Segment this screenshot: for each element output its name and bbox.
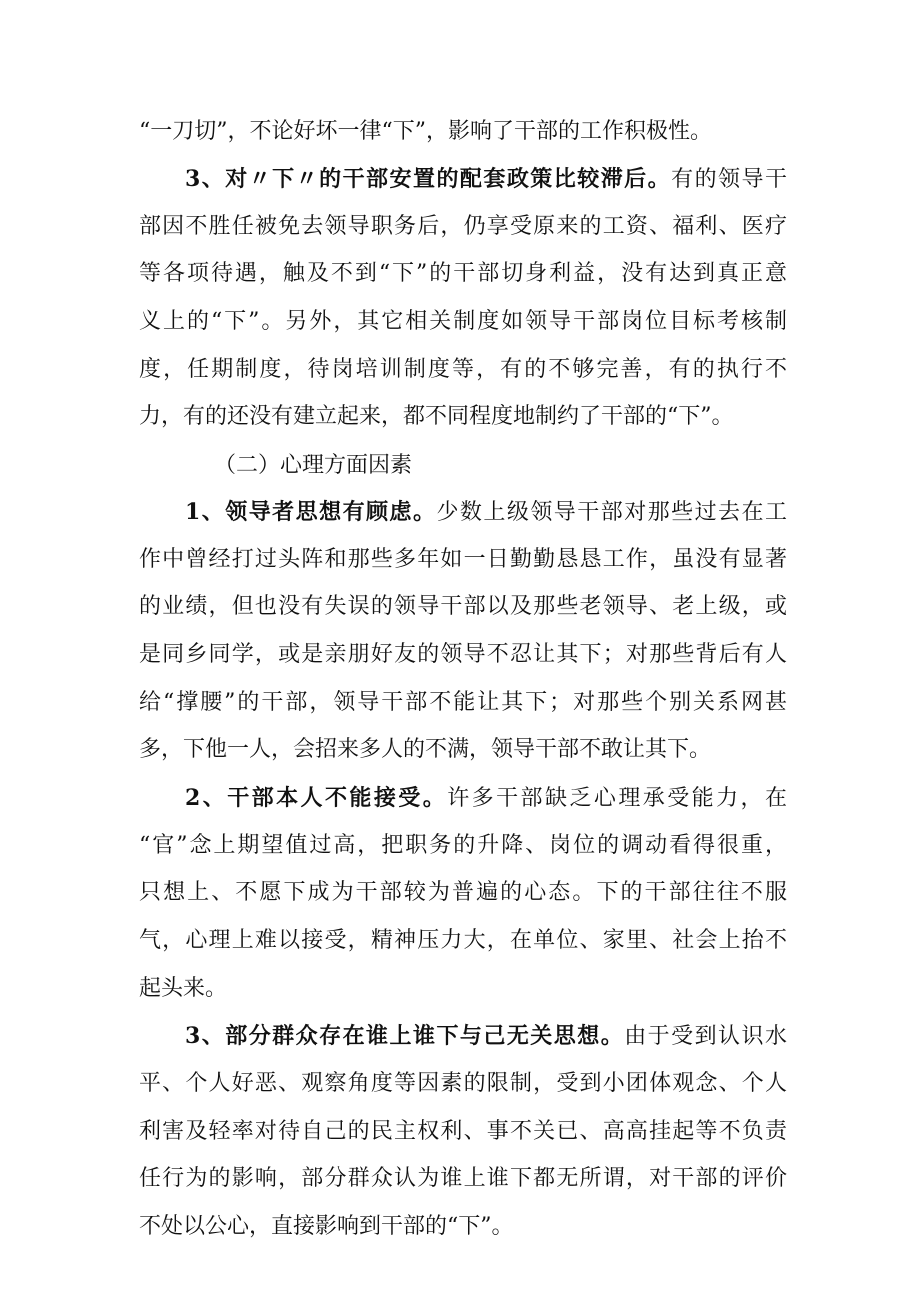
line-text: 多，下他一人，会招来多人的不满，领导干部不敢让其下。	[139, 737, 712, 762]
line-text: “官”念上期望值过高，把职务的升降、岗位的调动看得很重，	[139, 833, 787, 858]
paragraph-line	[139, 1117, 787, 1147]
paragraph-line	[139, 831, 787, 861]
line-text: 义上的“下”。另外，其它相关制度如领导干部岗位目标考核制	[139, 309, 787, 334]
line-text: 气，心理上难以接受，精神压力大，在单位、家里、社会上抬不	[139, 928, 787, 953]
paragraph-line	[139, 545, 787, 575]
item-heading: 3、对〃下〃的干部安置的配套政策比较滞后。	[185, 166, 672, 192]
paragraph-line	[139, 735, 787, 765]
item-heading: 3、部分群众存在谁上谁下与己无关思想。	[185, 1023, 625, 1049]
line-text: 力，有的还没有建立起来，都不同程度地制约了干部的“下”。	[139, 404, 734, 429]
line-text: 少数上级领导干部对那些过去在工	[436, 500, 787, 525]
line-text: 等各项待遇，触及不到“下”的干部切身利益，没有达到真正意	[139, 261, 787, 286]
item-heading-line	[185, 783, 787, 814]
item-heading-line	[185, 164, 787, 195]
line-text: 不处以公心，直接影响到干部的“下”。	[139, 1214, 514, 1239]
line-text: 任行为的影响，部分群众认为谁上谁下都无所谓，对干部的评价	[139, 1166, 787, 1191]
line-text: 给“撑腰”的干部，领导干部不能让其下；对那些个别关系网甚	[139, 690, 787, 715]
paragraph-line	[139, 212, 787, 242]
paragraph-line	[139, 402, 787, 432]
section-heading-text: （二）心理方面因素	[214, 453, 413, 478]
line-text: 部因不胜任被免去领导职务后，仍享受原来的工资、福利、医疗	[139, 214, 787, 239]
paragraph-line	[139, 974, 787, 1004]
paragraph-line	[139, 355, 787, 385]
paragraph-line	[139, 926, 787, 956]
item-heading: 1、领导者思想有顾虑。	[185, 499, 437, 525]
paragraph-line	[139, 1164, 787, 1194]
paragraph-line	[139, 592, 787, 622]
paragraph-line	[139, 117, 787, 147]
paragraph-line	[139, 640, 787, 670]
line-text: 有的领导干	[671, 167, 787, 192]
line-text: 作中曾经打过头阵和那些多年如一日勤勤恳恳工作，虽没有显著	[139, 547, 787, 572]
section-heading	[214, 451, 412, 481]
line-text: “一刀切”，不论好坏一律“下”，影响了干部的工作积极性。	[139, 119, 712, 144]
paragraph-line	[139, 307, 787, 337]
line-text: 由于受到认识水	[624, 1024, 787, 1049]
item-heading-line	[185, 1021, 787, 1052]
line-text: 起头来。	[139, 976, 228, 1001]
line-text: 的业绩，但也没有失误的领导干部以及那些老领导、老上级，或	[139, 594, 787, 619]
item-heading-line	[185, 497, 787, 528]
item-heading: 2、干部本人不能接受。	[185, 785, 448, 811]
paragraph-line	[139, 688, 787, 718]
line-text: 利害及轻率对待自己的民主权利、事不关已、高高挂起等不负责	[139, 1119, 787, 1144]
line-text: 是同乡同学，或是亲朋好友的领导不忍让其下；对那些背后有人	[139, 642, 787, 667]
paragraph-line	[139, 259, 787, 289]
paragraph-line	[139, 1069, 787, 1099]
line-text: 度，任期制度，待岗培训制度等，有的不够完善，有的执行不	[139, 357, 787, 382]
paragraph-line	[139, 1212, 787, 1242]
paragraph-line	[139, 878, 787, 908]
line-text: 只想上、不愿下成为干部较为普遍的心态。下的干部往往不服	[139, 880, 787, 905]
line-text: 平、个人好恶、观察角度等因素的限制，受到小团体观念、个人	[139, 1071, 787, 1096]
line-text: 许多干部缺乏心理承受能力，在	[447, 786, 787, 811]
